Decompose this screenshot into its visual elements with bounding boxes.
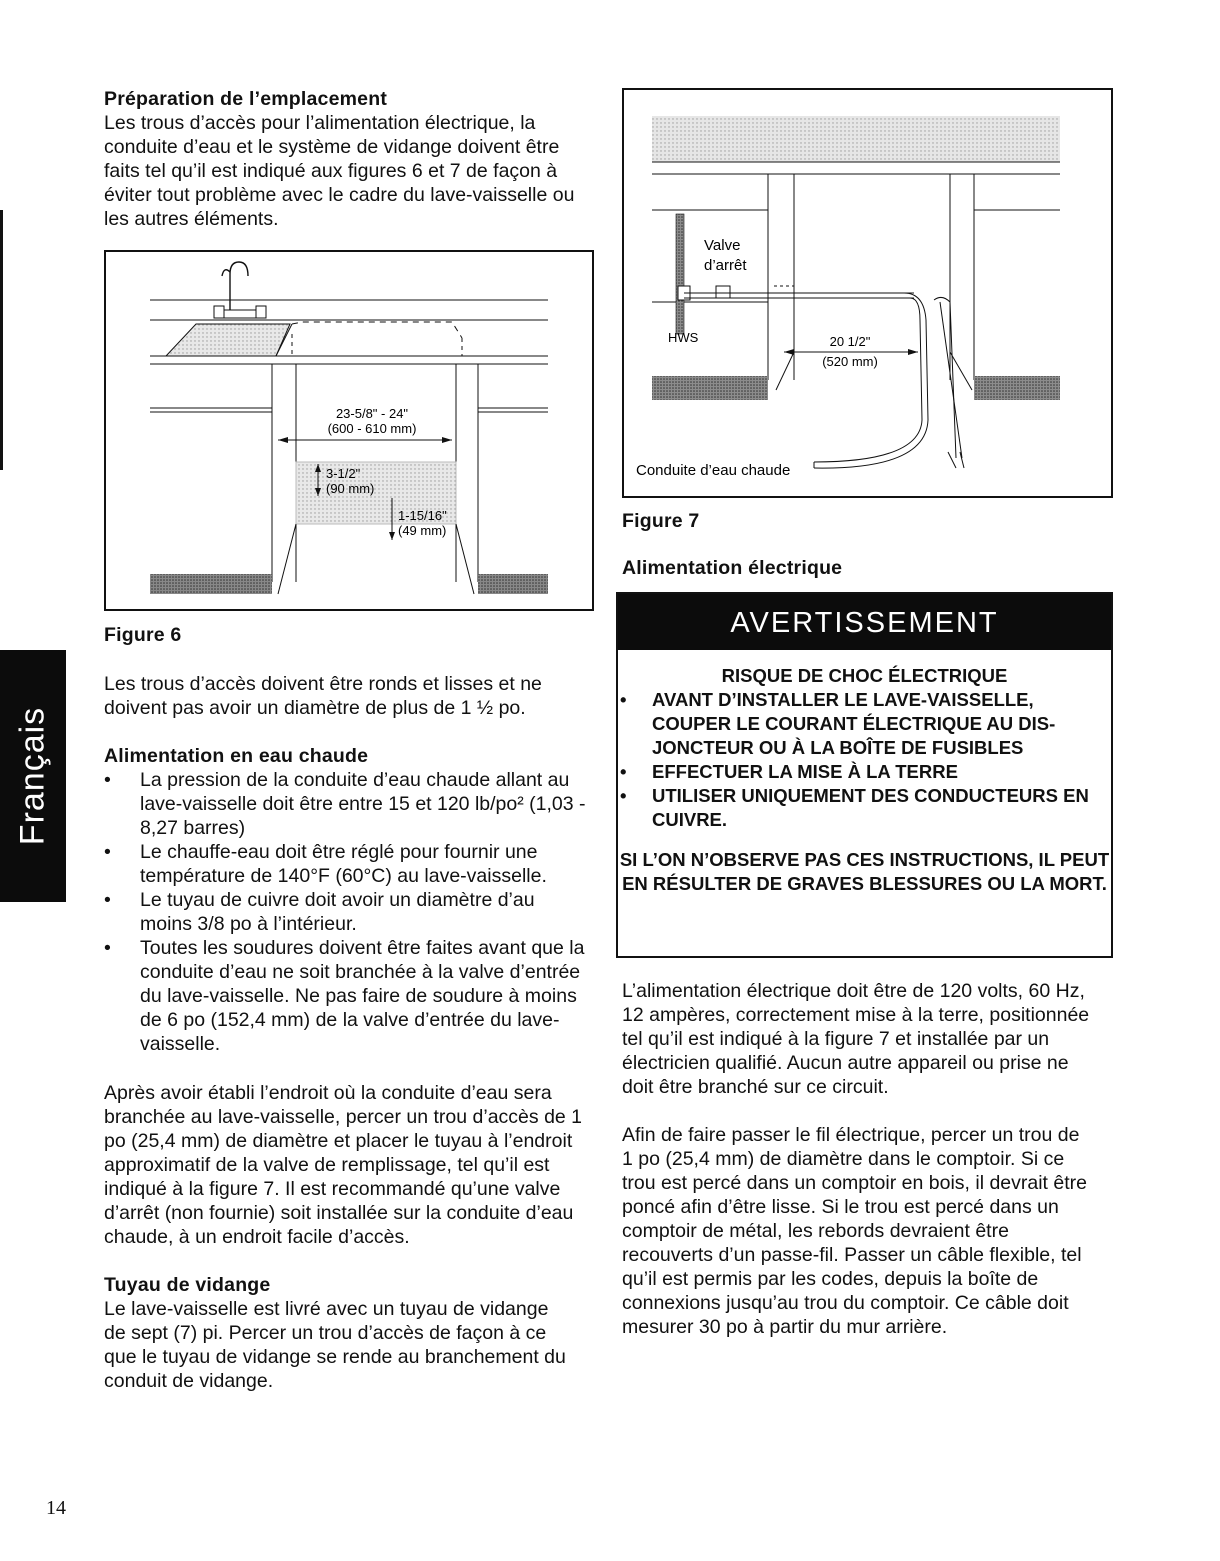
drain-paragraph: Le lave-vaisselle est livré avec un tuyau de vidange de sept (7) pi. Percer un trou d’accès de façon à ce que le tuyau de vidange se rende au branchement du conduit de vidange. xyxy=(104,1298,566,1392)
list-item: • Le chauffe-eau doit être réglé pour fournir une température de 140°F (60°C) au lave-vaisselle. xyxy=(104,840,590,888)
language-tab-label: Français xyxy=(13,706,52,846)
fig7-valve-label-2: d’arrêt xyxy=(704,257,747,274)
list-item: • Le tuyau de cuivre doit avoir un diamètre d’au moins 3/8 po à l’intérieur. xyxy=(104,888,590,936)
page-number: 14 xyxy=(46,1497,66,1519)
figure-7-drawing xyxy=(624,90,1115,500)
fig6-height-mm: (90 mm) xyxy=(326,481,375,496)
fig6-height-label: 3-1/2" xyxy=(326,466,361,481)
figure-7 xyxy=(622,88,1113,498)
figure-7-caption: Figure 7 xyxy=(622,510,700,532)
after-paragraph: Après avoir établi l’endroit où la conduite d’eau sera branchée au lave-vaisselle, percer un trou d’accès de 1 po (25,4 mm) de diamètre et placer le tuyau à l’endroit approximatif de la valve de remplissage, tel qu’il est indiqué à la figure 7. Il est recommandé qu’une valve d’arrêt (non fournie) soit installée sur la conduite d’eau chaude, à un endroit facile d’accès. xyxy=(104,1082,583,1248)
drain-heading: Tuyau de vidange xyxy=(104,1274,271,1296)
warning-box xyxy=(616,592,1113,958)
fig6-offset-mm: (49 mm) xyxy=(398,523,447,538)
figure-6 xyxy=(104,250,594,611)
electrical-paragraph: L’alimentation électrique doit être de 120 volts, 60 Hz, 12 ampères, correctement mise à la terre, positionnée tel qu’il est indiqué à la figure 7 et installée par un électricien qualifié. Aucun autre appareil ou prise ne doit être branché sur ce circuit. xyxy=(622,980,1090,1098)
electrical-heading: Alimentation électrique xyxy=(622,557,843,579)
warning-header: AVERTISSEMENT xyxy=(618,594,1111,650)
warning-title: RISQUE DE CHOC ÉLECTRIQUE xyxy=(721,665,1008,686)
prep-paragraph: Les trous d’accès pour l’alimentation électrique, la conduite d’eau et le système de vidange doivent être faits tel qu’il est indiqué aux figures 6 et 7 de façon à éviter tout problème avec le cadre du lave-vaisselle ou les autres éléments. xyxy=(104,112,575,230)
fig7-dist-label: 20 1/2" xyxy=(829,334,871,349)
cable-paragraph: Afin de faire passer le fil électrique, percer un trou de 1 po (25,4 mm) de diamètre dans le comptoir. Si ce trou est percé dans un comptoir en bois, il devrait être poncé afin d’être lisse. Si le trou est percé dans un comptoir de métal, les rebords devraient être recouverts d’un passe-fil. Passer un câble flexible, tel qu’il est permis par les codes, depuis la boîte de connexions jusqu’au trou du comptoir. Ce câble doit mesurer 30 po à partir du mur arrière. xyxy=(622,1124,1087,1338)
margin-rule xyxy=(0,210,3,470)
hot-water-heading: Alimentation en eau chaude xyxy=(104,745,369,767)
language-tab xyxy=(0,650,66,902)
hot-water-list xyxy=(104,768,590,1056)
list-item: • AVANT D’INSTALLER LE LAVE-VAISSELLE, COUPER LE COURANT ÉLECTRIQUE AU DIS-JONCTEUR OU À LA BOÎTE DE FUSIBLES xyxy=(618,688,1108,760)
list-item: • La pression de la conduite d’eau chaude allant au lave-vaisselle doit être entre 15 et 120 lb/po² (1,03 - 8,27 barres) xyxy=(104,768,590,840)
figure-6-drawing xyxy=(106,252,596,613)
holes-paragraph: Les trous d’accès doivent être ronds et lisses et ne doivent pas avoir un diamètre de plus de 1 ½ po. xyxy=(104,673,542,719)
fig7-valve-label: Valve xyxy=(704,237,741,254)
fig7-hws-label: HWS xyxy=(668,330,699,345)
figure-6-caption: Figure 6 xyxy=(104,624,182,646)
warning-list xyxy=(618,688,1108,832)
fig6-width-mm: (600 - 610 mm) xyxy=(327,421,417,436)
fig6-width-label: 23-5/8" - 24" xyxy=(335,406,409,421)
warning-footer: SI L’ON N’OBSERVE PAS CES INSTRUCTIONS, IL PEUT EN RÉSULTER DE GRAVES BLESSURES OU LA MORT. xyxy=(619,849,1110,894)
list-item: • Toutes les soudures doivent être faites avant que la conduite d’eau ne soit branchée à la valve d’entrée du lave-vaisselle. Ne pas faire de soudure à moins de 6 po (152,4 mm) de la valve d’entrée du lave-vaisselle. xyxy=(104,936,590,1056)
list-item: • UTILISER UNIQUEMENT DES CONDUCTEURS EN CUIVRE. xyxy=(618,784,1108,832)
fig7-pipe-label: Conduite d’eau chaude xyxy=(636,462,791,479)
list-item: • EFFECTUER LA MISE À LA TERRE xyxy=(618,760,1108,784)
fig6-offset-label: 1-15/16" xyxy=(398,508,447,523)
fig7-dist-mm: (520 mm) xyxy=(822,354,878,369)
prep-heading: Préparation de l’emplacement xyxy=(104,88,388,110)
